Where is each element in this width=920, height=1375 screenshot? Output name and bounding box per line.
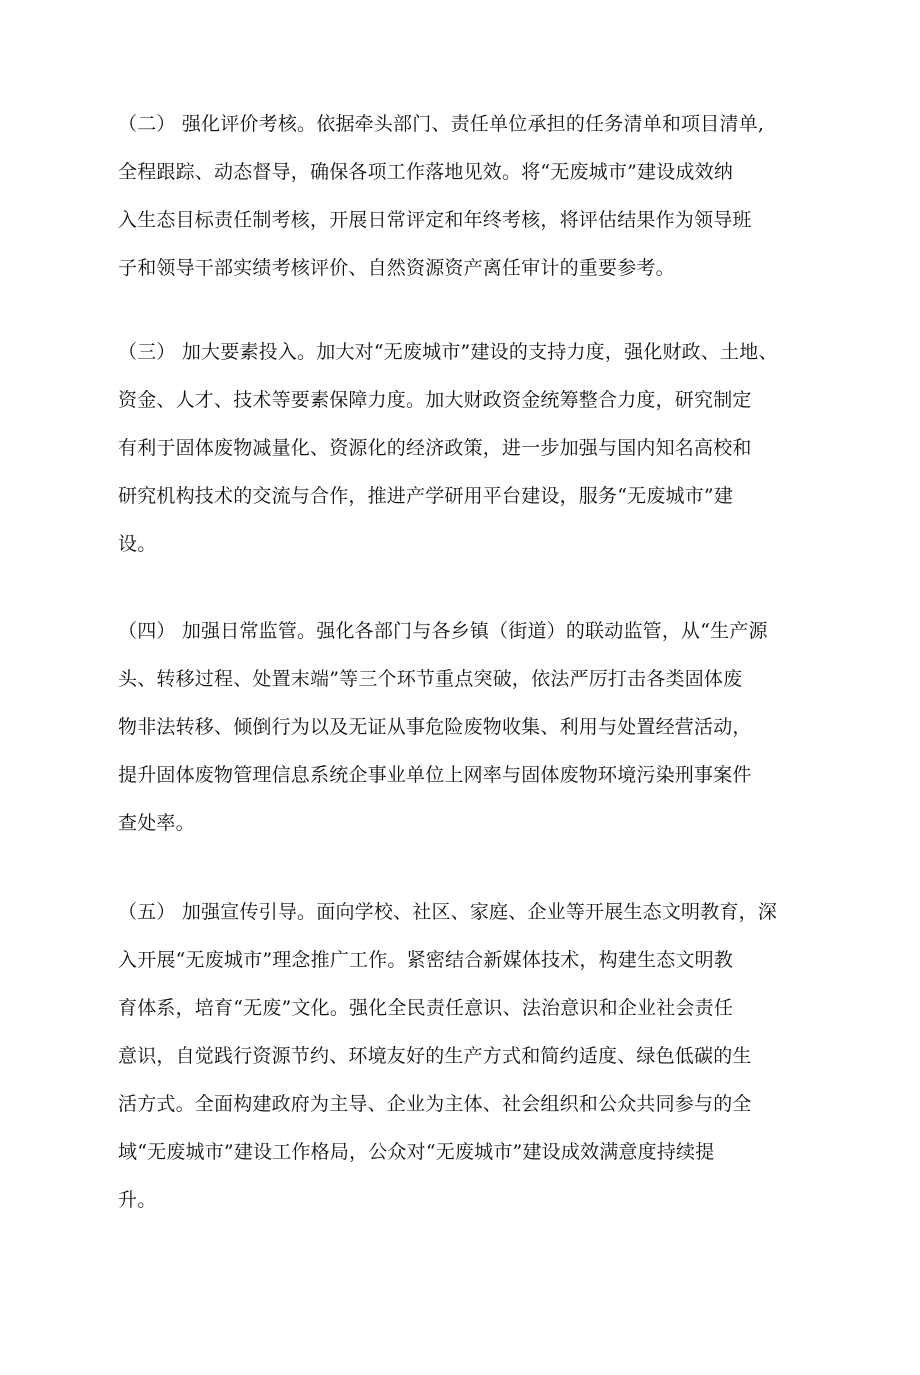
paragraph-line: 提升固体废物管理信息系统企事业单位上网率与固体废物环境污染刑事案件 bbox=[118, 764, 752, 786]
paragraph-line: 资金、人才、技术等要素保障力度。加大财政资金统筹整合力度，研究制定 bbox=[118, 389, 752, 411]
paragraph-line: 入生态目标责任制考核，开展日常评定和年终考核，将评估结果作为领导班 bbox=[118, 209, 752, 231]
paragraph-line: 子和领导干部实绩考核评价、自然资源资产离任审计的重要参考。 bbox=[118, 257, 675, 279]
paragraph-line: （三） 加大要素投入。加大对“无废城市”建设的支持力度，强化财政、土地、 bbox=[118, 341, 778, 363]
paragraph-line: （五） 加强宣传引导。面向学校、社区、家庭、企业等开展生态文明教育，深 bbox=[118, 901, 778, 923]
paragraph-line: 育体系，培育“无废”文化。强化全民责任意识、法治意识和企业社会责任 bbox=[118, 997, 734, 1019]
paragraph-line: 升。 bbox=[118, 1189, 157, 1211]
paragraph-line: 头、转移过程、处置末端”等三个环节重点突破，依法严厉打击各类固体废 bbox=[118, 668, 743, 690]
paragraph-line: 设。 bbox=[118, 533, 157, 555]
paragraph-line: 有利于固体废物减量化、资源化的经济政策，进一步加强与国内知名高校和 bbox=[118, 437, 752, 459]
paragraph-line: 入开展“无废城市”理念推广工作。紧密结合新媒体技术，构建生态文明教 bbox=[118, 949, 734, 971]
paragraph-line: 活方式。全面构建政府为主导、企业为主体、社会组织和公众共同参与的全 bbox=[118, 1093, 752, 1115]
paragraph-line: 研究机构技术的交流与合作，推进产学研用平台建设，服务“无废城市”建 bbox=[118, 485, 734, 507]
paragraph-line: （二） 强化评价考核。依据牵头部门、责任单位承担的任务清单和项目清单, bbox=[118, 113, 765, 135]
paragraph-line: 域“无废城市”建设工作格局，公众对“无废城市”建设成效满意度持续提 bbox=[118, 1141, 715, 1163]
paragraph-line: （四） 加强日常监管。强化各部门与各乡镇（街道）的联动监管，从“生产源 bbox=[118, 620, 768, 642]
paragraph-strengthen-evaluation bbox=[118, 100, 765, 292]
paragraph-line: 全程跟踪、动态督导，确保各项工作落地见效。将“无废城市”建设成效纳 bbox=[118, 161, 734, 183]
paragraph-publicity-guidance bbox=[118, 888, 778, 1224]
paragraph-line: 物非法转移、倾倒行为以及无证从事危险废物收集、利用与处置经营活动， bbox=[118, 716, 752, 738]
paragraph-increase-investment bbox=[118, 328, 778, 568]
paragraph-line: 查处率。 bbox=[118, 812, 195, 834]
paragraph-line: 意识，自觉践行资源节约、环境友好的生产方式和简约适度、绿色低碳的生 bbox=[118, 1045, 752, 1067]
paragraph-daily-supervision bbox=[118, 607, 768, 847]
